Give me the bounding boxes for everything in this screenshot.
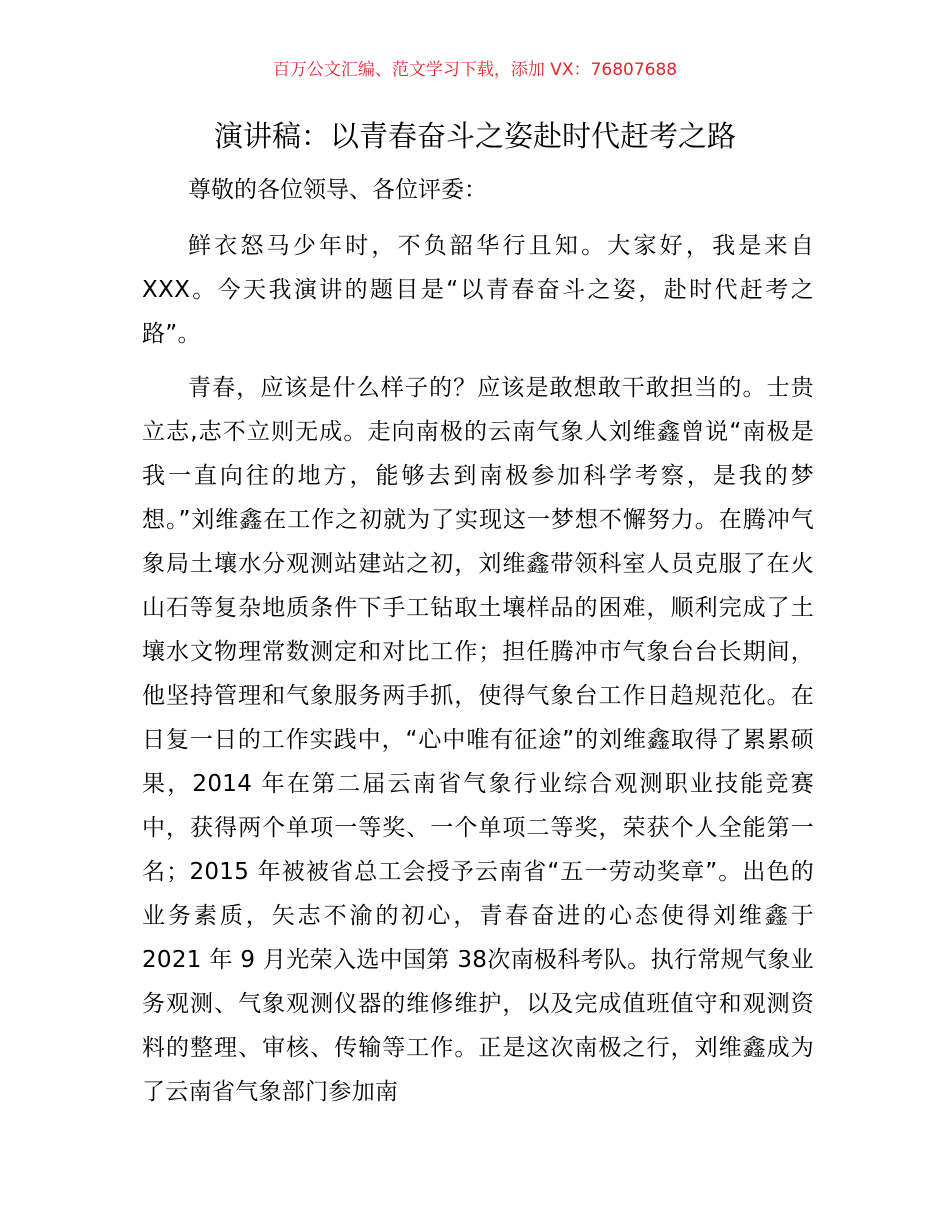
- paragraph-body: 青春，应该是什么样子的？应该是敢想敢干敢担当的。士贵立志,志不立则无成。走向南极的云南气象人刘维鑫曾说“南极是我一直向往的地方，能够去到南极参加科学考察，是我的梦想。”刘维鑫在工作之初就为了实现这一梦想不懈努力。在腾冲气象局土壤水分观测站建站之初，刘维鑫带领科室人员克服了在火山石等复杂地质条件下手工钻取土壤样品的困难，顺利完成了土壤水文物理常数测定和对比工作；担任腾冲市气象台台长期间，他坚持管理和气象服务两手抓，使得气象台工作日趋规范化。在日复一日的工作实践中，“心中唯有征途”的刘维鑫取得了累累硕果，2014 年在第二届云南省气象行业综合观测职业技能竞赛中，获得两个单项一等奖、一个单项二等奖，荣获个人全能第一名；2015 年被被省总工会授予云南省“五一劳动奖章”。出色的业务素质，矢志不渝的初心，青春奋进的心态使得刘维鑫于 2021 年 9 月光荣入选中国第 38次南极科考队。执行常规气象业务观测、气象观测仪器的维修维护，以及完成值班值守和观测资料的整理、审核、传输等工作。正是这次南极之行，刘维鑫成为了云南省气象部门参加南: [142, 375, 814, 1105]
- header-banner: 百万公文汇编、范文学习下载，添加 VX：76807688: [272, 60, 678, 80]
- document-title: 演讲稿：以青春奋斗之姿赴时代赶考之路: [213, 119, 736, 153]
- salutation: 尊敬的各位领导、各位评委：: [188, 177, 487, 203]
- paragraph-intro: 鲜衣怒马少年时，不负韶华行且知。大家好，我是来自XXX。今天我演讲的题目是“以青春奋斗之姿，赴时代赶考之路”。: [142, 233, 814, 347]
